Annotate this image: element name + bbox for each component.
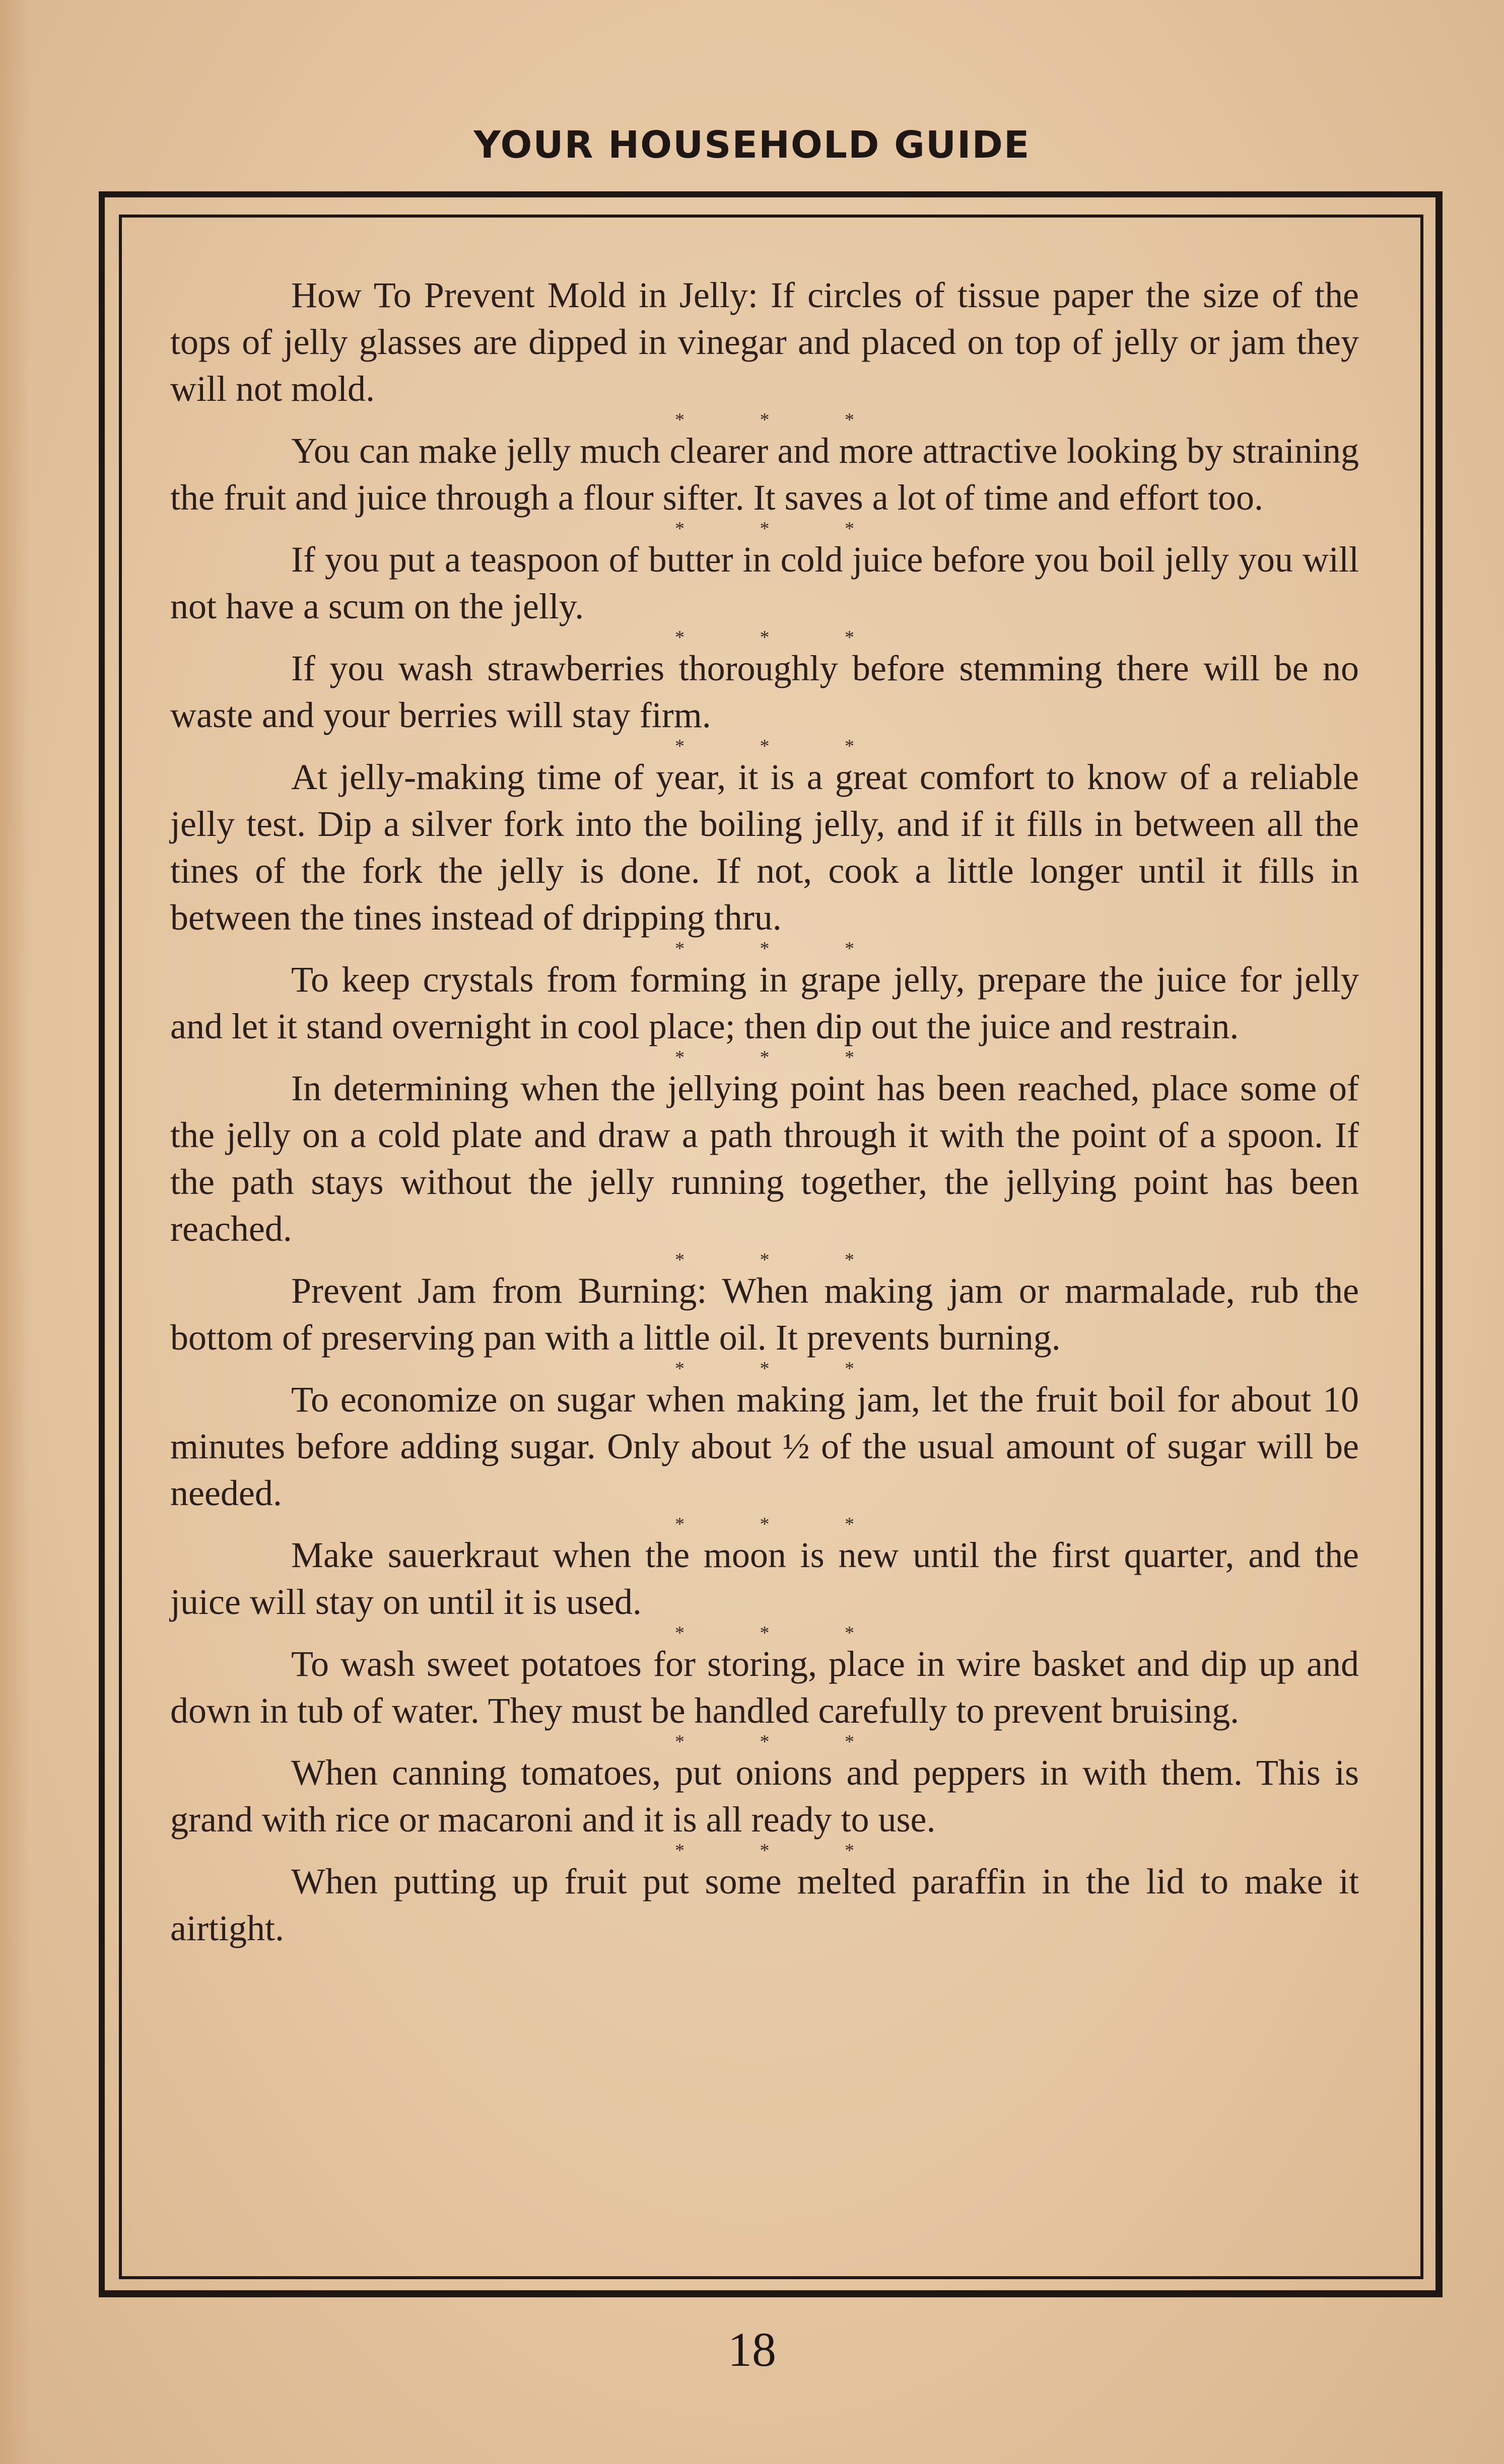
asterisk-separator: * * * xyxy=(675,1514,890,1535)
tip-paragraph: To wash sweet potatoes for storing, place in wire basket and dip up and down in tub of water. They must be handled carefully to prevent bruising. xyxy=(170,1644,1359,1731)
asterisk-separator: * * * xyxy=(675,1840,890,1861)
tip-paragraph: When putting up fruit put some melted paraffin in the lid to make it airtight. xyxy=(170,1861,1359,1948)
tip-paragraph: In determining when the jellying point has been reached, place some of the jelly on a cold plate and draw a path through it with the point of a spoon. If the path stays without the jelly running together, the jellying point has been reached. xyxy=(170,1068,1359,1249)
tip-paragraph: If you put a teaspoon of butter in cold juice before you boil jelly you will not have a scum on the jelly. xyxy=(170,539,1359,626)
tip-paragraph: How To Prevent Mold in Jelly: If circles of tissue paper the size of the tops of jelly glasses are dipped in vinegar and placed on top of jelly or jam they will not mold. xyxy=(170,275,1359,409)
tip-paragraph: Prevent Jam from Burning: When making jam or marmalade, rub the bottom of preserving pan with a little oil. It prevents burning. xyxy=(170,1271,1359,1358)
page-edge-shading xyxy=(0,0,30,2464)
asterisk-separator: * * * xyxy=(675,409,890,431)
asterisk-separator: * * * xyxy=(675,938,890,959)
asterisk-separator: * * * xyxy=(675,736,890,757)
tip-paragraph: To keep crystals from forming in grape jelly, prepare the juice for jelly and let it stand overnight in cool place; then dip out the juice and restrain. xyxy=(170,959,1359,1046)
asterisk-separator: * * * xyxy=(675,518,890,539)
asterisk-separator: * * * xyxy=(675,1358,890,1379)
page-number: 18 xyxy=(728,2322,776,2376)
tip-paragraph: When canning tomatoes, put onions and peppers in with them. This is grand with rice or macaroni and it is all ready to use. xyxy=(170,1752,1359,1840)
tip-paragraph: To economize on sugar when making jam, let the fruit boil for about 10 minutes before adding sugar. Only about ½ of the usual amount of sugar will be needed. xyxy=(170,1379,1359,1513)
asterisk-separator: * * * xyxy=(675,627,890,648)
tips-content xyxy=(170,272,1359,1952)
tip-paragraph: At jelly-making time of year, it is a great comfort to know of a reliable jelly test. Dip a silver fork into the boiling jelly, and if it fills in between all the tines of the fork the jelly is done. If not, cook a little longer until it fills in between the tines instead of dripping thru. xyxy=(170,757,1359,938)
tip-paragraph: Make sauerkraut when the moon is new until the first quarter, and the juice will stay on until it is used. xyxy=(170,1535,1359,1622)
asterisk-separator: * * * xyxy=(675,1047,890,1068)
tip-paragraph: If you wash strawberries thoroughly before stemming there will be no waste and your berries will stay firm. xyxy=(170,648,1359,735)
asterisk-separator: * * * xyxy=(675,1623,890,1644)
tip-paragraph: You can make jelly much clearer and more attractive looking by straining the fruit and juice through a flour sifter. It saves a lot of time and effort too. xyxy=(170,431,1359,518)
running-head-title: YOUR HOUSEHOLD GUIDE xyxy=(473,123,1031,167)
asterisk-separator: * * * xyxy=(675,1731,890,1752)
asterisk-separator: * * * xyxy=(675,1249,890,1271)
